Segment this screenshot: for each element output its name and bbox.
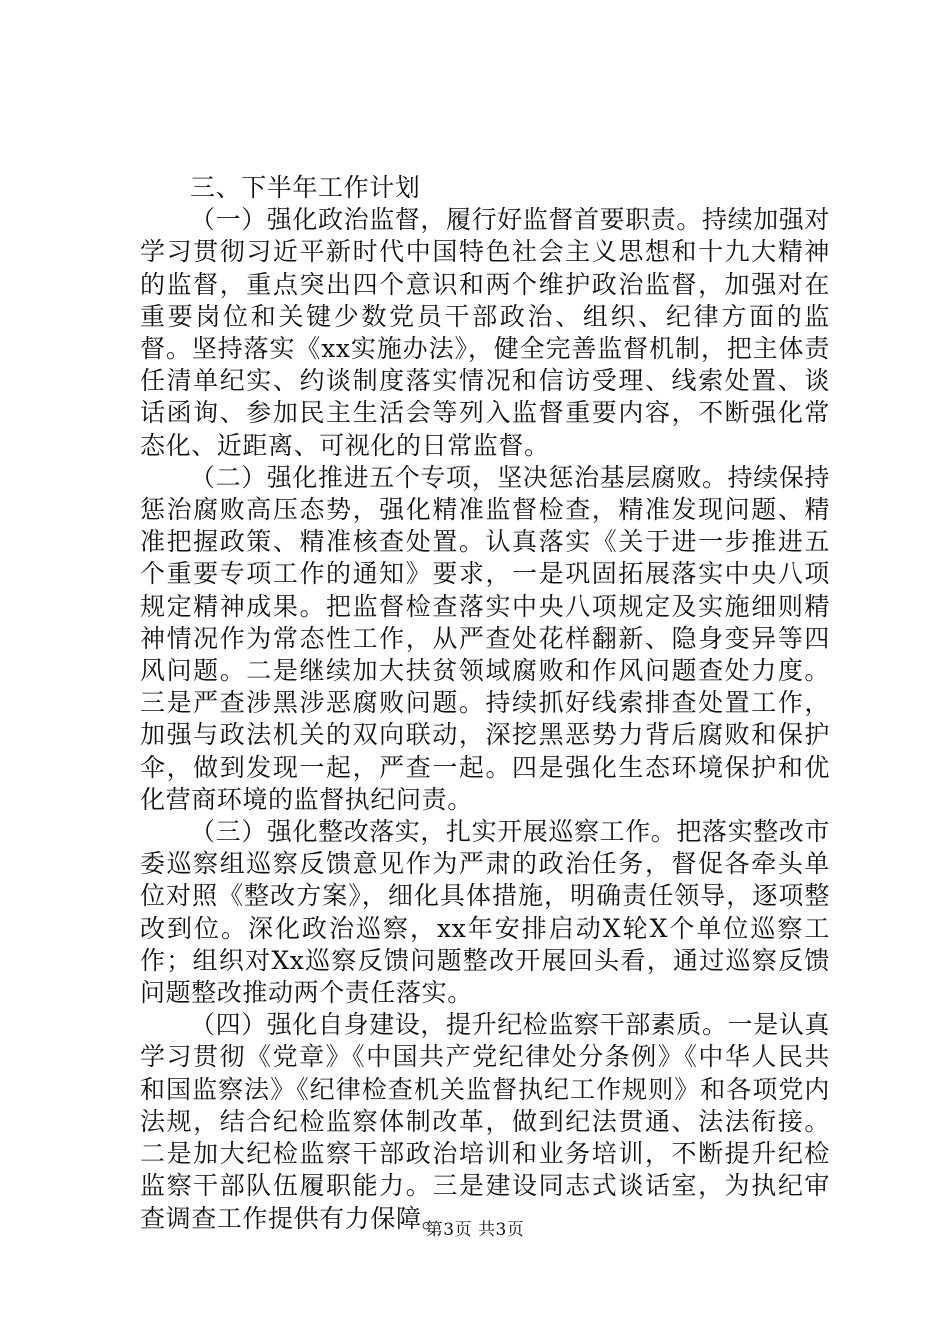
paragraph-4: （四）强化自身建设，提升纪检监察干部素质。一是认真学习贯彻《党章》《中国共产党纪律处分条例》《中华人民共和国监察法》《纪律检查机关监督执纪工作规则》和各项党内法规，结合纪检监察体制改革，做到纪法贯通、法法衔接。二是加大纪检监察干部政治培训和业务培训，不断提升纪检监察干部队伍履职能力。三是建设同志式谈话室，为执纪审查调查工作提供有力保障。 (140, 1010, 831, 1233)
paragraph-1: （一）强化政治监督，履行好监督首要职责。持续加强对学习贯彻习近平新时代中国特色社会主义思想和十九大精神的监督，重点突出四个意识和两个维护政治监督，加强对在重要岗位和关键少数党员干部政治、组织、纪律方面的监督。坚持落实《xx实施办法》，健全完善监督机制，把主体责任清单纪实、约谈制度落实情况和信访受理、线索处置、谈话函询、参加民主生活会等列入监督重要内容，不断强化常态化、近距离、可视化的日常监督。 (140, 205, 831, 460)
paragraph-3: （三）强化整改落实，扎实开展巡察工作。把落实整改市委巡察组巡察反馈意见作为严肃的政治任务，督促各牵头单位对照《整改方案》，细化具体措施，明确责任领导，逐项整改到位。深化政治巡察，xx年安排启动X轮X个单位巡察工作；组织对Xx巡察反馈问题整改开展回头看，通过巡察反馈问题整改推动两个责任落实。 (140, 817, 831, 1008)
document-body (140, 172, 830, 1235)
paragraph-2: （二）强化推进五个专项，坚决惩治基层腐败。持续保持惩治腐败高压态势，强化精准监督检查，精准发现问题、精准把握政策、精准核查处置。认真落实《关于进一步推进五个重要专项工作的通知》要求，一是巩固拓展落实中央八项规定精神成果。把监督检查落实中央八项规定及实施细则精神情况作为常态性工作，从严查处花样翻新、隐身变异等四风问题。二是继续加大扶贫领域腐败和作风问题查处力度。三是严查涉黑涉恶腐败问题。持续抓好线索排查处置工作，加强与政法机关的双向联动，深挖黑恶势力背后腐败和保护伞，做到发现一起，严查一起。四是强化生态环境保护和优化营商环境的监督执纪问责。 (140, 462, 831, 814)
page-number-footer: 第3页 共3页 (425, 1220, 525, 1240)
section-heading: 三、下半年工作计划 (190, 173, 421, 202)
